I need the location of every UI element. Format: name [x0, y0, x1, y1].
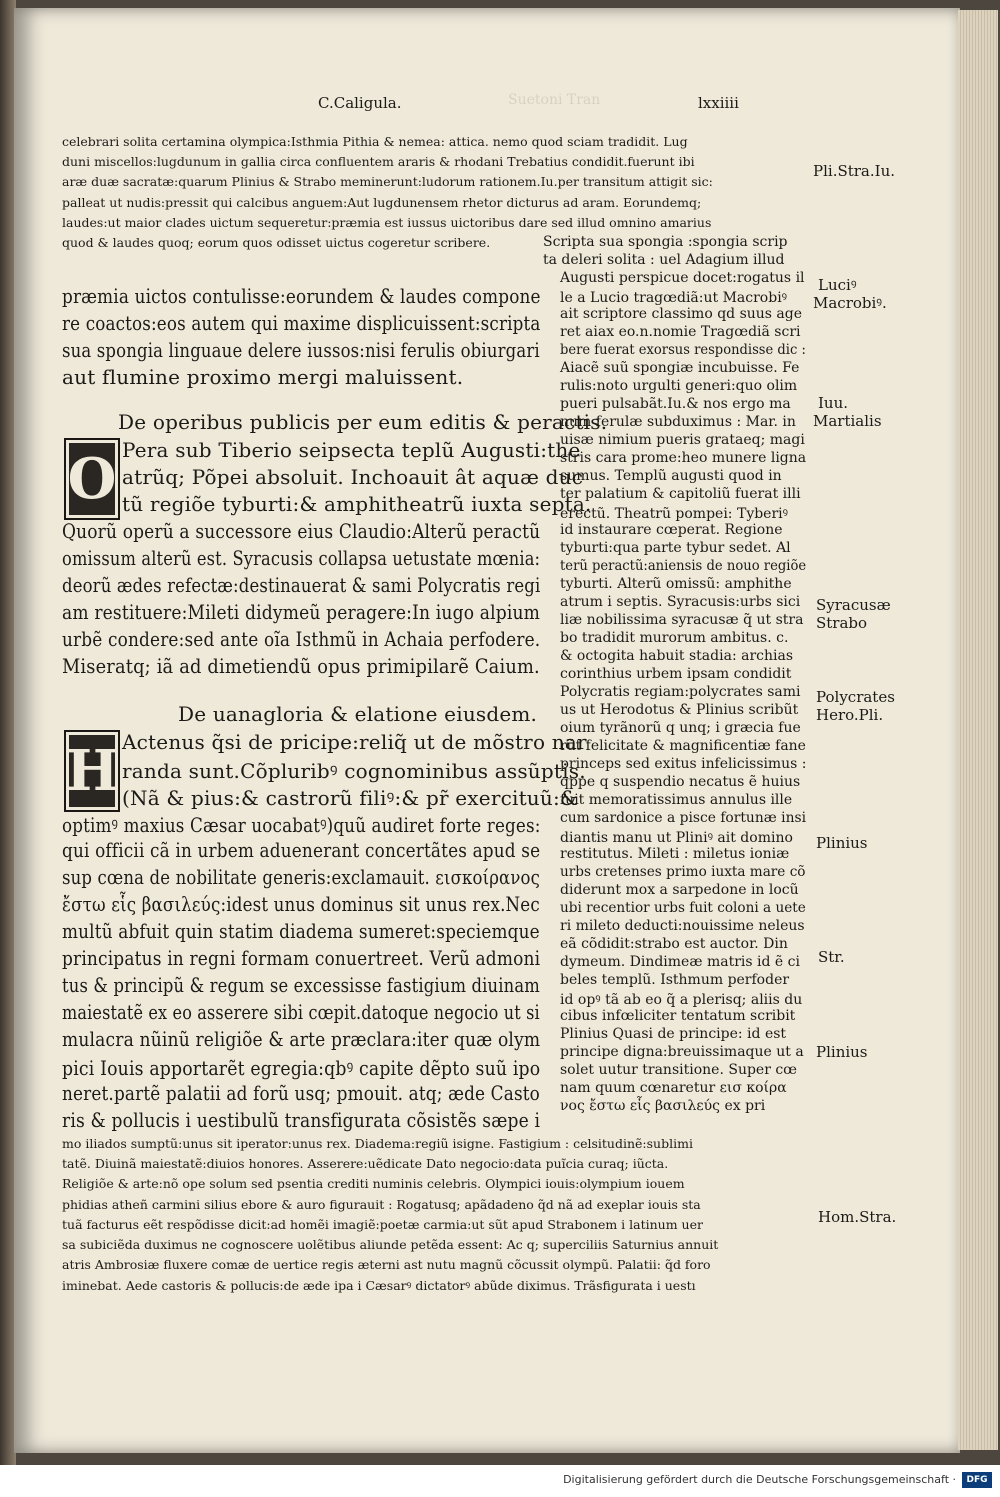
- margin-note: Luciꝰ: [818, 276, 857, 294]
- margin-note: Syracusæ: [816, 596, 891, 614]
- funding-notice: Digitalisierung gefördert durch die Deutsche Forschungsgemeinschaft ·: [563, 1473, 956, 1486]
- margin-note: Polycrates: [816, 688, 895, 706]
- comment-line: dymeum. Dindimeæ matris id ẽ ci: [560, 954, 800, 970]
- main-line: principatus in regni formam conuertreet. Verũ admoni: [62, 946, 541, 970]
- bottom-line: iminebat. Aede castoris & pollucis:de æde ipa i Cæsarꝰ dictatorꝰ abũde diximus. Trãsfigurata i uestı: [62, 1278, 696, 1293]
- comment-line: diderunt mox a sarpedone in locũ: [560, 882, 799, 898]
- bleed-through-title: Suetoni Tran: [508, 92, 601, 108]
- main-line: sup cœna de nobilitate generis:exclamauit. εισκοίρανος: [62, 865, 541, 889]
- comment-line: ret aiax eo.n.nomie Tragœdiã scri: [560, 324, 801, 340]
- comment-line: rũt felicitate & magnificentiæ fane: [560, 738, 806, 754]
- main-line: urbẽ condere:sed ante oĩa Isthmũ in Achaia perfodere.: [62, 627, 541, 651]
- comment-line: corinthius urbem ipsam condidit: [560, 666, 792, 682]
- top-line: palleat ut nudis:pressit qui calcibus anguem:Aut lugdunensem rhetor dicturus ad aram. Eorundemq;: [62, 195, 702, 210]
- main-line: randa sunt.Cõpluribꝰ cognominibus assũptis.: [122, 759, 586, 783]
- comment-line: rulis:noto urgulti generi:quo olim: [560, 378, 798, 394]
- bottom-line: tatẽ. Diuinã maiestatẽ:diuios honores. Asserere:uẽdicate Dato negocio:data puĩcia curaq; iũcta.: [62, 1156, 669, 1171]
- comment-line: & octogita habuit stadia: archias: [560, 648, 794, 664]
- top-line: duni miscellos:lugdunum in gallia circa confluentem araris & rhodani Trebatius condidit.fuerunt ibi: [62, 154, 695, 169]
- comment-line: tyburti. Alterũ omissũ: amphithe: [560, 576, 792, 592]
- margin-note: Plinius: [816, 834, 868, 852]
- comment-line: num ferulæ subduximus : Mar. in: [560, 414, 796, 430]
- comment-line: oium tyrãnorũ q unq; i græcia fue: [560, 720, 801, 736]
- main-line: ris & pollucis i uestibulũ transfigurata cõsistẽs sæpe i: [62, 1108, 541, 1132]
- comment-line: solet uutur transitione. Super cœ: [560, 1062, 798, 1078]
- main-line: mulacra nũinũ religiõe & arte præclara:iter quæ olym: [62, 1027, 541, 1051]
- comment-line: Polycratis regiam:polycrates sami: [560, 684, 801, 700]
- margin-note: Hero.Pli.: [816, 706, 884, 724]
- margin-note: Macrobiꝰ.: [813, 294, 887, 312]
- comment-line: sumus. Templũ augusti quod in: [560, 468, 782, 484]
- comment-line: ri mileto deducti:nouissime neleus: [560, 918, 805, 934]
- main-line: tus & principũ & regum se excessisse fastigium diuinam: [62, 973, 540, 997]
- main-line: Miseratq; iã ad dimetiendũ opus primipilarẽ Caium.: [62, 654, 540, 678]
- bottom-line: phidias atheñ carmini silius ebore & auro figurauit : Rogatusq; apãdadeno q̃d nã ad exeplar iouis sta: [62, 1197, 701, 1212]
- footer-bar: [0, 1465, 1000, 1497]
- main-line: Actenus q̃si de pricipe:reliq̃ ut de mõstro nar: [122, 730, 587, 754]
- comment-line: ta deleri solita : uel Adagium illud: [543, 252, 785, 268]
- bottom-line: atris Ambrosiæ fluxere comæ de uertice regis æterni ast nutu magnũ cõcussit olympũ. Palatii: q̃d foro: [62, 1257, 711, 1272]
- comment-line: uisæ nimium pueris grataeq; magi: [560, 432, 805, 448]
- bottom-line: Religiõe & arte:nõ ope solum sed psentia crediti numinis celebris. Olympici iouis:olympium iouem: [62, 1176, 685, 1191]
- margin-note: Plinius: [816, 1043, 868, 1061]
- comment-line: pueri pulsabãt.Iu.& nos ergo ma: [560, 396, 791, 412]
- margin-note: Pli.Stra.Iu.: [813, 162, 895, 180]
- comment-line: beles templũ. Isthmum perfoder: [560, 972, 790, 988]
- main-line: omissum alterũ est. Syracusis collapsa uetustate mœnia:: [62, 546, 541, 570]
- comment-line: restitutus. Mileti : miletus ioniæ: [560, 846, 790, 862]
- comment-line: cum sardonice a pisce fortunæ insi: [560, 810, 807, 826]
- bottom-line: mo iliados sumptũ:unus sit iperator:unus rex. Diadema:regiũ isigne. Fastigium : celsitudinẽ:sublimi: [62, 1136, 693, 1151]
- comment-line: qppe q suspendio necatus ẽ huius: [560, 774, 801, 790]
- top-line: celebrari solita certamina olympica:Isthmia Pithia & nemea: attica. nemo quod sciam tradidit. Lug: [62, 134, 688, 149]
- main-line: Quorũ operũ a successore eius Claudio:Alterũ peractũ: [62, 519, 541, 543]
- top-line: aræ duæ sacratæ:quarum Plinius & Strabo meminerunt:ludorum rationem.Iu.per transitum attigit sic:: [62, 174, 713, 189]
- main-line: qui officii cã in urbem aduenerant concertãtes apud se: [62, 838, 541, 862]
- comment-line: urbs cretenses primo iuxta mare cõ: [560, 864, 806, 880]
- decorated-initial: H: [64, 730, 120, 812]
- comment-line: Aiacẽ suũ spongiæ incubuisse. Fe: [560, 360, 800, 376]
- main-line: maiestatẽ ex eo asserere sibi cœpit.datoque negocio ut si: [62, 1000, 540, 1024]
- main-line: atrũq; Põpei absoluit. Inchoauit ât aquæ duc: [122, 465, 584, 489]
- comment-line: id instaurare cœperat. Regione: [560, 522, 783, 538]
- decorated-initial: O: [64, 438, 120, 520]
- main-line: re coactos:eos autem qui maxime displicuissent:scripta: [62, 311, 541, 335]
- main-line: Pera sub Tiberio seipsecta teplũ Augusti:the: [122, 438, 581, 462]
- comment-line: νος ἔστω εἷς βασιλεύς ex pri: [560, 1098, 766, 1114]
- comment-line: diantis manu ut Pliniꝰ ait domino: [560, 830, 793, 846]
- section-heading-public-works: De operibus publicis per eum editis & peractis.: [118, 410, 608, 434]
- folio-number: lxxiiii: [698, 94, 739, 112]
- comment-line: erectũ. Theatrũ pompei: Tyberiꝰ: [560, 506, 788, 522]
- margin-note: Martialis: [813, 412, 882, 430]
- main-line: præmia uictos contulisse:eorundem & laudes compone: [62, 284, 541, 308]
- running-head-title: C.Caligula.: [318, 94, 402, 112]
- comment-line: liæ nobilissima syracusæ q̃ ut stra: [560, 612, 804, 628]
- comment-line: bere fuerat exorsus respondisse dic :: [560, 342, 806, 358]
- comment-line: ter palatium & capitoliũ fuerat illi: [560, 486, 801, 502]
- dfg-logo: DFG: [962, 1472, 992, 1488]
- comment-line: stris cara prome:heo munere ligna: [560, 450, 807, 466]
- bottom-line: sa subiciẽda duximus ne cognoscere uolẽtibus aliunde petẽda essent: Ac q; superciliis Saturnius annuit: [62, 1237, 719, 1252]
- main-line: sua spongia linguaue delere iussos:nisi ferulis obiurgari: [62, 338, 540, 362]
- margin-note: Hom.Stra.: [818, 1208, 897, 1226]
- main-line: tũ regiõe tyburti:& amphitheatrũ iuxta septa.: [122, 492, 592, 516]
- margin-note: Iuu.: [818, 394, 849, 412]
- bottom-line: tuã facturus eẽt respõdisse dicit:ad homẽi imagiẽ:poetæ carmia:ut sũt apud Strabonem i latinum uer: [62, 1217, 703, 1232]
- comment-line: eã cõdidit:strabo est auctor. Din: [560, 936, 788, 952]
- comment-line: le a Lucio tragœdiã:ut Macrobiꝰ: [560, 290, 788, 306]
- main-line: am restituere:Mileti didymeũ peragere:In iugo alpium: [62, 600, 541, 624]
- comment-line: terũ peractũ:aniensis de nouo regiõe: [560, 558, 807, 574]
- margin-note: Str.: [818, 948, 845, 966]
- main-line: neret.partẽ palatii ad forũ usq; pmouit. atq; æde Casto: [62, 1081, 541, 1105]
- comment-line: cibus infœliciter tentatum scribit: [560, 1008, 796, 1024]
- top-line: laudes:ut maior clades uictum sequeretur:præmia est iussus uictoribus dare sed illud omnino amarius: [62, 215, 712, 230]
- top-line: quod & laudes quoq; eorum quos odisset uictus cogeretur scribere.: [62, 235, 491, 250]
- comment-line: ubi recentior urbs fuit coloni a uete: [560, 900, 806, 916]
- comment-line: bo tradidit murorum ambitus. c.: [560, 630, 789, 646]
- comment-line: princeps sed exitus infelicissimus :: [560, 756, 807, 772]
- margin-note: Strabo: [816, 614, 868, 632]
- main-line: multũ abfuit quin statim diadema sumeret:speciemque: [62, 919, 540, 943]
- comment-line: nam quum cœnaretur εισ κοίρα: [560, 1080, 787, 1096]
- comment-line: id opꝰ tã ab eo q̃ a plerisq; aliis du: [560, 992, 803, 1008]
- comment-line: Augusti perspicue docet:rogatus il: [560, 270, 805, 286]
- section-heading-vainglory: De uanagloria & elatione eiusdem.: [178, 702, 538, 726]
- comment-line: atrum i septis. Syracusis:urbs sici: [560, 594, 801, 610]
- main-line: pici Iouis apportarẽt egregia:qbꝰ capite dẽpto suũ ipo: [62, 1056, 541, 1080]
- comment-line: Scripta sua spongia :spongia scrip: [543, 234, 788, 250]
- main-line: optimꝰ maxius Cæsar uocabatꝰ)quũ audiret forte reges:: [62, 813, 541, 837]
- main-line: ἔστω εἷς βασιλεύς:idest unus dominus sit unus rex.Nec: [62, 892, 540, 916]
- comment-line: fuit memoratissimus annulus ille: [560, 792, 793, 808]
- comment-line: ait scriptore classimo qd suus age: [560, 306, 803, 322]
- comment-line: principe digna:breuissimaque ut a: [560, 1044, 804, 1060]
- comment-line: tyburti:qua parte tybur sedet. Al: [560, 540, 791, 556]
- comment-line: us ut Herodotus & Plinius scribũt: [560, 702, 799, 718]
- main-line: (Nã & pius:& castrorũ filiꝰ:& pr̃ exercituũ:&: [122, 786, 578, 810]
- page-stack-edge: [958, 10, 998, 1450]
- comment-line: Plinius Quasi de principe: id est: [560, 1026, 787, 1042]
- main-line: aut flumine proximo mergi maluissent.: [62, 365, 464, 389]
- main-line: deorũ ædes refectæ:destinauerat & sami Polycratis regi: [62, 573, 541, 597]
